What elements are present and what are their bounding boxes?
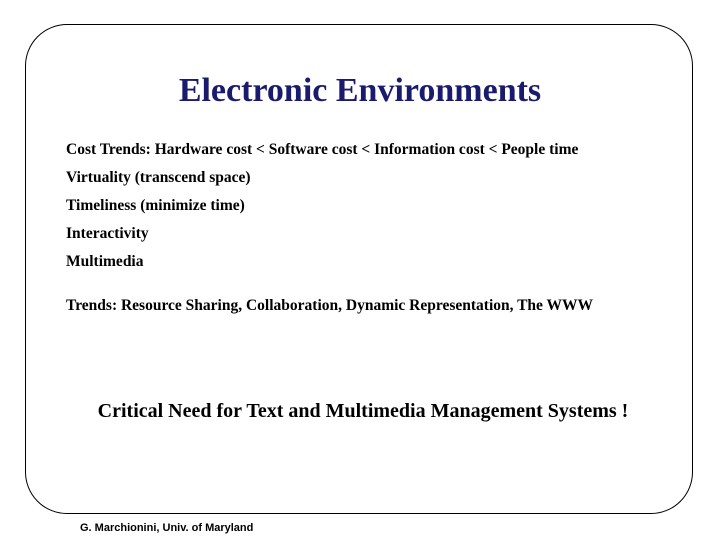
emphasis-statement: Critical Need for Text and Multimedia Management Systems ! (97, 400, 629, 422)
bullet-multimedia: Multimedia (66, 253, 144, 270)
bullet-list (66, 141, 656, 325)
bullet-trends: Trends: Resource Sharing, Collaboration, Dynamic Representation, The WWW (66, 297, 594, 314)
bullet-timeliness: Timeliness (minimize time) (66, 197, 245, 214)
footer-credit: G. Marchionini, Univ. of Maryland (80, 522, 254, 534)
bullet-interactivity: Interactivity (66, 225, 149, 242)
bullet-cost-trends: Cost Trends: Hardware cost < Software cost < Information cost < People time (66, 141, 579, 158)
slide-title: Electronic Environments (178, 72, 542, 109)
bullet-virtuality: Virtuality (transcend space) (66, 169, 251, 186)
